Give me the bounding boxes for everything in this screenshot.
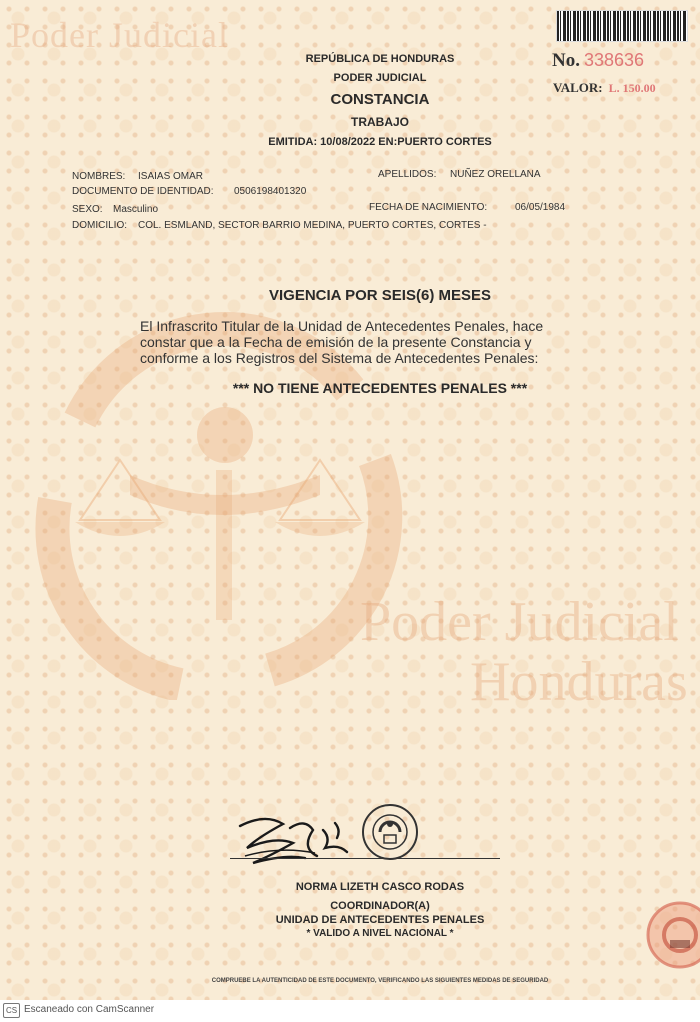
documento-label: DOCUMENTO DE IDENTIDAD:: [72, 186, 214, 197]
page-title: CONSTANCIA: [330, 91, 430, 108]
apellidos-label: APELLIDOS:: [378, 169, 437, 180]
valor-label: VALOR:: [553, 80, 603, 95]
barcode: [556, 10, 688, 42]
valor-value: L. 150.00: [608, 81, 656, 95]
issued-line: EMITIDA: 10/08/2022 EN:PUERTO CORTES: [268, 136, 492, 148]
signatory-role: COORDINADOR(A): [330, 900, 430, 912]
vigencia-heading: VIGENCIA POR SEIS(6) MESES: [269, 287, 491, 304]
number-value: 338636: [583, 50, 645, 70]
sexo-value: Masculino: [113, 204, 159, 215]
scanner-footer: [0, 1000, 700, 1022]
page-subtitle: TRABAJO: [350, 115, 409, 129]
security-warning: COMPRUEBE LA AUTENTICIDAD DE ESTE DOCUMENTO, VERIFICANDO LAS SIGUIENTES MEDIDAS DE SEGURIDAD: [211, 978, 549, 984]
header-country: REPÚBLICA DE HONDURAS: [305, 53, 455, 65]
seal-stamp: [360, 802, 420, 862]
signatory-name: NORMA LIZETH CASCO RODAS: [295, 881, 465, 893]
nacimiento-value: 06/05/1984: [515, 202, 566, 213]
header-institution: PODER JUDICIAL: [333, 72, 427, 84]
nombres-value: ISAIAS OMAR: [138, 171, 204, 182]
result-statement: *** NO TIENE ANTECEDENTES PENALES ***: [232, 380, 528, 396]
domicilio-value: COL. ESMLAND, SECTOR BARRIO MEDINA, PUERTO CORTES, CORTES -: [138, 220, 487, 231]
watermark-top: Poder Judicial: [10, 15, 229, 55]
documento-value: 0506198401320: [234, 186, 307, 197]
nombres-label: NOMBRES:: [72, 171, 126, 182]
camscanner-icon: CS: [3, 1003, 20, 1018]
signature-image: [235, 808, 365, 868]
nacimiento-label: FECHA DE NACIMIENTO:: [369, 202, 488, 213]
signatory-unit: UNIDAD DE ANTECEDENTES PENALES: [275, 914, 485, 926]
certification-paragraph: El Infrascrito Titular de la Unidad de Antecedentes Penales, hace constar que a la Fecha de emisión de la presente Constancia y conforme a los Registros del Sistema de Antecedentes Penales:: [140, 318, 544, 366]
watermark-line-2: Honduras: [470, 651, 688, 713]
watermark-line-1: Poder Judicial: [360, 591, 679, 653]
number-label: No.: [552, 50, 580, 71]
scanner-text: Escaneado con CamScanner: [24, 1004, 155, 1015]
validity-note: * VALIDO A NIVEL NACIONAL *: [306, 928, 454, 939]
domicilio-label: DOMICILIO:: [72, 220, 128, 231]
sexo-label: SEXO:: [72, 204, 103, 215]
corner-seal: [640, 890, 700, 980]
signature-line: [230, 858, 500, 859]
apellidos-value: NUÑEZ ORELLANA: [450, 169, 541, 180]
